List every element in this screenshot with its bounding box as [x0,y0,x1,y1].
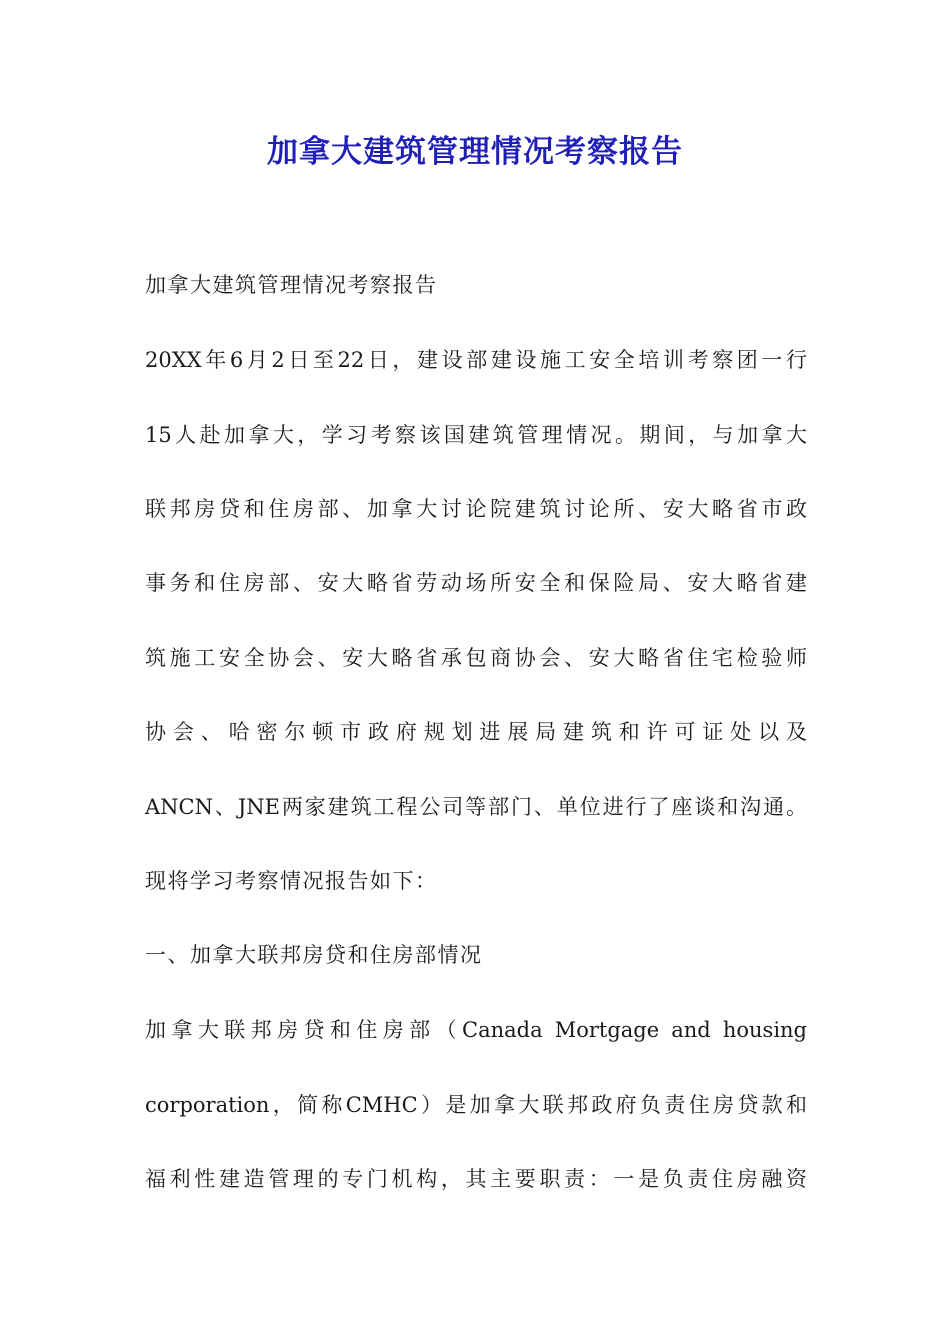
paragraph-line: 福利性建造管理的专门机构，其主要职责：一是负责住房融资 [145,1167,807,1191]
paragraph-line: 加拿大建筑管理情况考察报告 [145,273,438,297]
paragraph-line: 15人赴加拿大，学习考察该国建筑管理情况。期间，与加拿大 [145,423,807,447]
paragraph-line: 20XX年6月2日至22日，建设部建设施工安全培训考察团一行 [145,348,807,372]
paragraph-line: 协会、哈密尔顿市政府规划进展局建筑和许可证处以及 [145,720,807,744]
paragraph-line: 事务和住房部、安大略省劳动场所安全和保险局、安大略省建 [145,571,807,595]
document-title: 加拿大建筑管理情况考察报告 [267,134,683,170]
paragraph-line: 筑施工安全协会、安大略省承包商协会、安大略省住宅检验师 [145,646,807,670]
paragraph-line: 联邦房贷和住房部、加拿大讨论院建筑讨论所、安大略省市政 [145,497,807,521]
paragraph-line: ANCN、JNE两家建筑工程公司等部门、单位进行了座谈和沟通。 [145,795,807,819]
paragraph-line: 加拿大联邦房贷和住房部（Canada Mortgage and housing [145,1018,807,1042]
section-heading: 一、加拿大联邦房贷和住房部情况 [145,943,483,967]
paragraph-line: 现将学习考察情况报告如下： [145,869,438,893]
paragraph-line: corporation，简称CMHC）是加拿大联邦政府负责住房贷款和 [145,1093,807,1117]
